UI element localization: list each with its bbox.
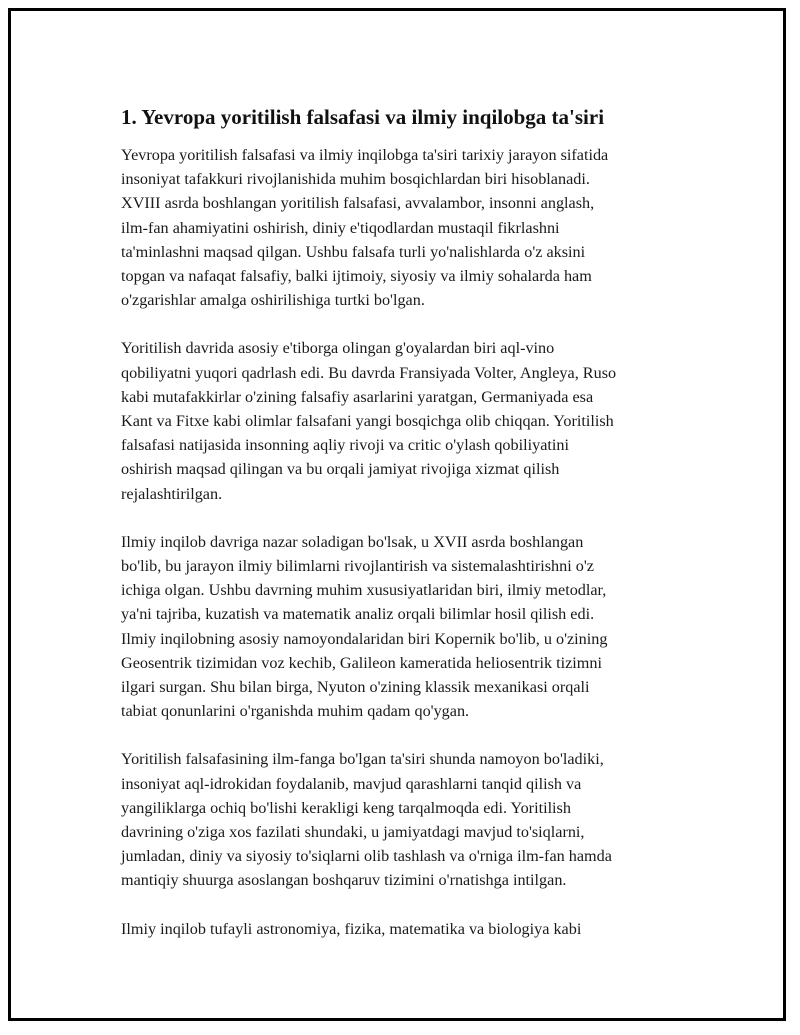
- text-line: Ilmiy inqilobning asosiy namoyondalaridan biri Kopernik bo'lib, u o'zining: [121, 629, 608, 648]
- document-body: [121, 103, 696, 965]
- text-line: o'zgarishlar amalga oshirilishiga turtki bo'lgan.: [121, 291, 425, 310]
- text-line: kabi mutafakkirlar o'zining falsafiy asarlarini yaratgan, Germaniyada esa: [121, 387, 594, 406]
- text-line: yangiliklarga ochiq bo'lishi kerakligi keng tarqalmoqda edi. Yoritilish: [121, 798, 571, 817]
- text-line: Ilmiy inqilob davriga nazar soladigan bo'lsak, u XVII asrda boshlangan: [121, 532, 584, 551]
- text-line: insoniyat tafakkuri rivojlanishida muhim bosqichlardan biri hisoblanadi.: [121, 170, 590, 189]
- text-line: mantiqiy shuurga asoslangan boshqaruv tizimini o'rnatishga intilgan.: [121, 871, 567, 890]
- text-line: Yevropa yoritilish falsafasi va ilmiy inqilobga ta'siri tarixiy jarayon sifatida: [121, 146, 609, 164]
- paragraph-3: [121, 530, 696, 724]
- text-line: ya'ni tajriba, kuzatish va matematik analiz orqali bilimlar hosil qilish edi.: [121, 605, 595, 624]
- text-line: oshirish maqsad qilingan va bu orqali jamiyat rivojiga xizmat qilish: [121, 460, 560, 479]
- text-line: ta'minlashni maqsad qilgan. Ushbu falsafa turli yo'nalishlarda o'z aksini: [121, 242, 586, 261]
- text-line: Yoritilish davrida asosiy e'tiborga olingan g'oyalardan biri aql-vino: [121, 339, 555, 358]
- text-line: Geosentrik tizimidan voz kechib, Galileon kameratida heliosentrik tizimni: [121, 653, 602, 672]
- section-heading: 1. Yevropa yoritilish falsafasi va ilmiy inqilobga ta'siri: [121, 105, 605, 129]
- text-line: falsafasi natijasida insonning aqliy rivoji va critic o'ylash qobiliyatini: [121, 436, 569, 455]
- paragraph-4: [121, 747, 696, 892]
- paragraph-container: [121, 143, 696, 941]
- text-line: ilgari surgan. Shu bilan birga, Nyuton o'zining klassik mexanikasi orqali: [121, 678, 590, 697]
- text-line: XVIII asrda boshlangan yoritilish falsafasi, avvalambor, insonni anglash,: [121, 194, 595, 213]
- paragraph-5: [121, 917, 696, 941]
- text-line: jumladan, diniy va siyosiy to'siqlarni olib tashlash va o'rniga ilm-fan hamda: [121, 847, 612, 866]
- text-line: ichiga olgan. Ushbu davrning muhim xususiyatlaridan biri, ilmiy metodlar,: [121, 581, 607, 600]
- text-line: ilm-fan ahamiyatini oshirish, diniy e'tiqodlardan mustaqil fikrlashni: [121, 218, 560, 237]
- page-frame: [8, 8, 786, 1021]
- text-line: qobiliyatni yuqori qadrlash edi. Bu davrda Fransiyada Volter, Angleya, Ruso: [121, 363, 617, 382]
- text-line: tabiat qonunlarini o'rganishda muhim qadam qo'ygan.: [121, 702, 470, 721]
- text-line: Ilmiy inqilob tufayli astronomiya, fizika, matematika va biologiya kabi: [121, 919, 582, 938]
- text-line: rejalashtirilgan.: [121, 484, 223, 503]
- text-line: Kant va Fitxe kabi olimlar falsafani yangi bosqichga olib chiqqan. Yoritilish: [121, 412, 614, 431]
- text-line: Yoritilish falsafasining ilm-fanga bo'lgan ta'siri shunda namoyon bo'ladiki,: [121, 750, 604, 769]
- paragraph-1: [121, 143, 696, 312]
- paragraph-2: [121, 336, 696, 505]
- text-line: davrining o'ziga xos fazilati shundaki, u jamiyatdagi mavjud to'siqlarni,: [121, 823, 585, 842]
- text-line: bo'lib, bu jarayon ilmiy bilimlarni rivojlantirish va sistemalashtirishni o'z: [121, 557, 594, 576]
- text-line: insoniyat aql-idrokidan foydalanib, mavjud qarashlarni tanqid qilish va: [121, 774, 582, 793]
- text-line: topgan va nafaqat falsafiy, balki ijtimoiy, siyosiy va ilmiy sohalarda ham: [121, 267, 592, 286]
